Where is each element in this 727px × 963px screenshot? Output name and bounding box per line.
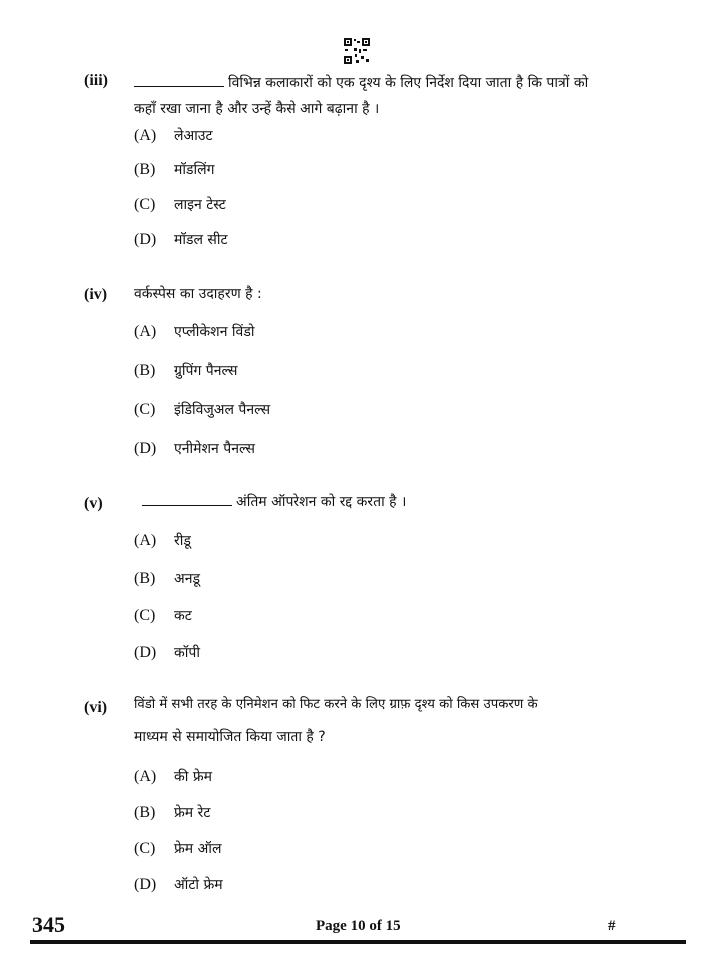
option-text: मॉडलिंग (174, 162, 215, 178)
footer-hash: # (608, 918, 616, 934)
option-label: (C) (134, 196, 156, 213)
option-label: (D) (134, 644, 157, 661)
option (134, 569, 200, 588)
question-number: (iii) (84, 72, 108, 89)
question-text (134, 70, 659, 122)
question-text: वर्कस्पेस का उदाहरण है : (134, 286, 262, 302)
option-text: कॉपी (174, 645, 200, 661)
option (134, 322, 254, 341)
option (134, 643, 200, 662)
question-text (142, 489, 659, 515)
option (134, 230, 228, 249)
answer-blank (134, 72, 224, 87)
option (134, 606, 192, 625)
option-text: कट (174, 608, 192, 624)
option (134, 803, 210, 822)
option (134, 767, 212, 786)
option-label: (D) (134, 231, 157, 248)
option-text: लाइन टेस्ट (174, 197, 226, 213)
question-text-line: माध्यम से समायोजित किया जाता है ? (134, 729, 326, 745)
page-number: Page 10 of 15 (316, 918, 401, 934)
option-label: (B) (134, 570, 156, 587)
paper-code: 345 (32, 912, 65, 937)
option-label: (A) (134, 532, 157, 549)
question-text-line: कहाँ रखा जाना है और उन्हें कैसे आगे बढ़ाना है । (134, 101, 380, 117)
option-text: रीडू (174, 533, 191, 549)
footer-rule (30, 940, 686, 944)
option-text: ऑटो फ्रेम (174, 877, 223, 893)
option (134, 531, 191, 550)
option-text: की फ्रेम (174, 769, 212, 785)
option-text: अनडू (174, 571, 200, 587)
option-label: (D) (134, 876, 157, 893)
option-text: लेआउट (174, 128, 213, 144)
option-text: फ्रेम रेट (174, 805, 211, 821)
question-number: (vi) (84, 699, 108, 716)
option-text: इंडिविजुअल पैनल्स (174, 402, 271, 418)
option-label: (C) (134, 401, 156, 418)
option-text: फ्रेम ऑल (174, 841, 222, 857)
option-label: (C) (134, 840, 156, 857)
option-label: (B) (134, 804, 156, 821)
option (134, 126, 213, 145)
question-text-line: विंडो में सभी तरह के एनिमेशन को फिट करने के लिए ग्राफ़ दृश्य को किस उपकरण के (134, 697, 538, 712)
option (134, 875, 223, 894)
option-text: एनीमेशन पैनल्स (174, 441, 255, 457)
question-text-line: विभिन्न कलाकारों को एक दृश्य के लिए निर्देश दिया जाता है कि पात्रों को (228, 75, 589, 91)
qr-code-icon (343, 37, 371, 65)
option-text: मॉडल सीट (174, 232, 228, 248)
question-number: (iv) (84, 286, 108, 303)
option-label: (B) (134, 161, 156, 178)
option (134, 195, 226, 214)
option (134, 160, 215, 179)
option (134, 439, 255, 458)
option-label: (C) (134, 607, 156, 624)
option-label: (A) (134, 323, 157, 340)
option-label: (B) (134, 362, 156, 379)
option-label: (A) (134, 127, 157, 144)
option-text: एप्लीकेशन विंडो (174, 324, 255, 340)
question-text (134, 692, 659, 750)
option-label: (A) (134, 768, 157, 785)
option-label: (D) (134, 440, 157, 457)
question-text-line: अंतिम ऑपरेशन को रद्द करता है । (236, 494, 407, 510)
option (134, 361, 237, 380)
option-text: ग्रुपिंग पैनल्स (174, 363, 238, 379)
option (134, 839, 221, 858)
answer-blank (142, 491, 232, 506)
option (134, 400, 270, 419)
question-number: (v) (84, 495, 103, 512)
